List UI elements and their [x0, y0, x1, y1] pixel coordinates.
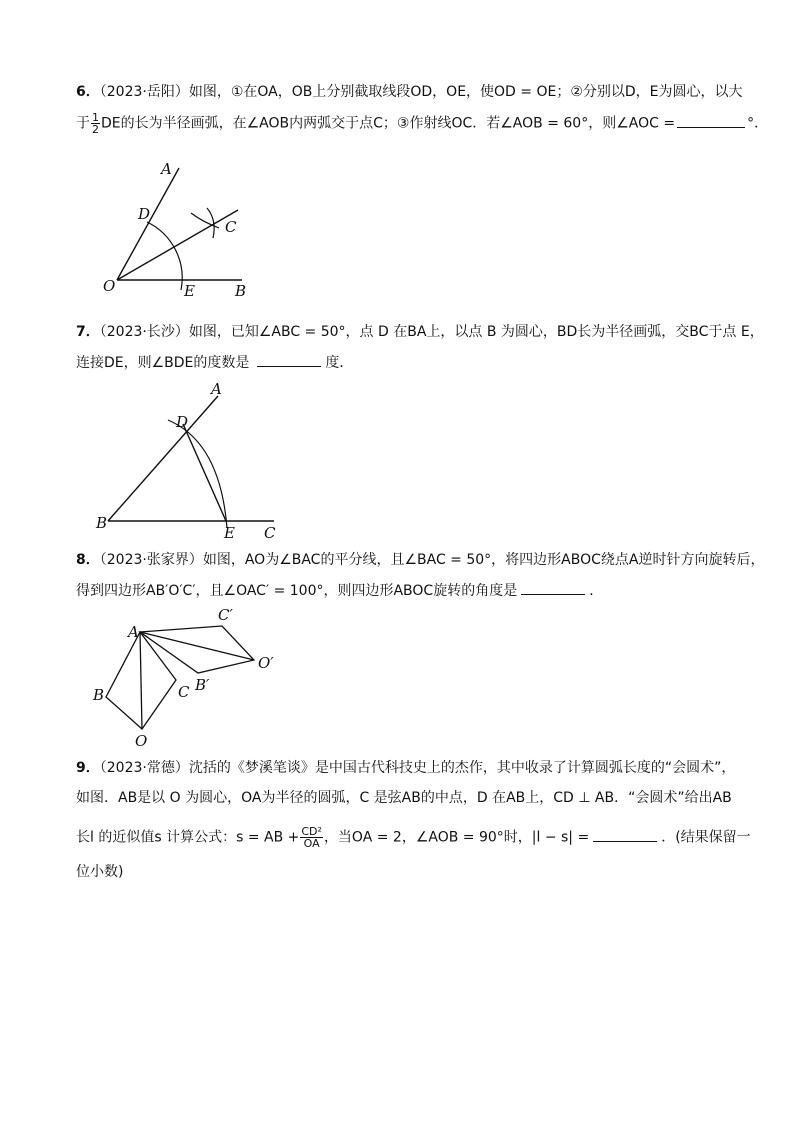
- q8-answer-blank[interactable]: [521, 580, 585, 595]
- q8-figure: [88, 605, 288, 750]
- q6-ray-oc: [117, 210, 238, 280]
- q6-line2: [76, 112, 768, 135]
- q6-label-o: O: [103, 277, 116, 295]
- q6-label-c: C: [225, 218, 237, 236]
- q9-line2: [76, 788, 732, 808]
- q7-line2: [76, 352, 353, 373]
- q9-number: 9: [76, 760, 86, 776]
- q7-answer-blank[interactable]: [257, 352, 321, 367]
- q6-arc-from-d: [191, 213, 219, 228]
- q6-label-d: D: [138, 205, 151, 223]
- q7-text-2b: 度．: [325, 355, 354, 371]
- q8-label-o2: O′: [258, 654, 274, 672]
- q9-text-3b: ，当OA = 2，∠AOB = 90°时，|l − s| =: [323, 829, 590, 846]
- q7-text-2a: 连接DE，则∠BDE的度数是: [76, 355, 250, 371]
- q9-text-1: 沈括的《梦溪笔谈》是中国古代科技史上的杰作，其中收录了计算圆弧长度的“会圆术”，: [188, 760, 736, 776]
- q9-line4: [76, 862, 123, 882]
- q7-number: 7: [76, 324, 86, 340]
- q9-line1: 9．（2023·常德）沈括的《梦溪笔谈》是中国古代科技史上的杰作，其中收录了计算圆弧长度的“会圆术”，: [76, 760, 736, 776]
- q7-label-e: E: [224, 524, 235, 542]
- q8-text-2a: 得到四边形AB′O′C′，且∠OAC′ = 100°，则四边形ABOC旋转的角度是: [76, 583, 518, 599]
- q6-number: 6: [76, 84, 86, 100]
- q8-label-b: B: [93, 686, 105, 704]
- q6-text-2b: DE的长为半径画弧，在∠AOB内两弧交于点C；③作射线OC．若∠AOB = 60°，则∠AOC =: [101, 115, 676, 132]
- q7-label-d: D: [176, 413, 189, 431]
- q7-ray-ba: [108, 396, 218, 521]
- q8-number: 8: [76, 552, 86, 568]
- q8-text-2b: ．: [589, 583, 604, 599]
- q7-figure: [94, 380, 294, 545]
- q6-text-2a: 于: [76, 115, 90, 132]
- q7-text-1: 如图，已知∠ABC = 50°，点 D 在BA上，以点 B 为圆心，BD长为半径画弧，交BC于点 E，: [188, 324, 764, 340]
- q7-label-a: A: [211, 380, 222, 398]
- q6-frac-top: 1: [92, 111, 99, 124]
- q8-label-o: O: [135, 732, 148, 750]
- q9-frac-bottom: OA: [303, 837, 320, 850]
- q6-source: （2023·岳阳）: [99, 84, 189, 100]
- q8-line1: 8．（2023·张家界）如图，AO为∠BAC的平分线，且∠BAC = 50°，将四边形ABOC绕点A逆时针方向旋转后，: [76, 552, 765, 568]
- q7-line1: 7．（2023·长沙）如图，已知∠ABC = 50°，点 D 在BA上，以点 B 为圆心，BD长为半径画弧，交BC于点 E，: [76, 324, 764, 340]
- q6-label-b: B: [235, 282, 247, 300]
- q7-segment-de: [183, 424, 226, 521]
- q8-label-c: C: [178, 683, 190, 701]
- q8-segment-ao: [140, 632, 142, 729]
- q7-label-b: B: [96, 514, 108, 532]
- q6-label-e: E: [184, 282, 195, 300]
- q9-line3: [76, 826, 751, 849]
- q7-arc-de: [168, 420, 227, 528]
- q9-fraction: [300, 826, 323, 849]
- q9-text-4: 位小数): [76, 864, 124, 880]
- q8-quad-ab2o2c2: [140, 626, 254, 673]
- q8-label-a: A: [128, 623, 139, 641]
- q6-frac-bottom: 2: [92, 123, 99, 136]
- q8-label-b2: B′: [195, 676, 210, 694]
- q6-figure: [95, 158, 265, 303]
- q6-text-1: 如图，①在OA，OB上分别截取线段OD，OE，使OD = OE；②分别以D，E为圆心，以大: [188, 84, 743, 100]
- q8-label-c2: C′: [218, 606, 233, 624]
- q8-line2: [76, 580, 603, 601]
- q9-text-3a: 长l 的近似值s 计算公式：s = AB +: [76, 829, 300, 846]
- q6-line1: 6．（2023·岳阳）如图，①在OA，OB上分别截取线段OD，OE，使OD = OE；②分别以D，E为圆心，以大: [76, 84, 743, 100]
- q9-answer-blank[interactable]: [593, 827, 657, 842]
- q6-text-2c: °．: [747, 115, 769, 132]
- q8-text-1: 如图，AO为∠BAC的平分线，且∠BAC = 50°，将四边形ABOC绕点A逆时针方向旋转后，: [202, 552, 765, 568]
- q9-frac-top: CD²: [301, 825, 322, 838]
- q6-ray-oa: [117, 168, 179, 280]
- q9-text-3c: ．(结果保留一: [661, 829, 751, 846]
- q7-source: （2023·长沙）: [99, 324, 189, 340]
- q7-label-c: C: [264, 524, 276, 542]
- q9-text-2: 如图．AB是以 O 为圆心，OA为半径的圆弧，C 是弦AB的中点，D 在AB上，CD ⊥ AB．“会圆术”给出AB: [76, 790, 732, 806]
- q6-fraction: [91, 112, 100, 135]
- q6-label-a: A: [161, 160, 172, 178]
- q8-source: （2023·张家界）: [99, 552, 203, 568]
- q6-answer-blank[interactable]: [677, 113, 745, 128]
- q9-source: （2023·常德）: [99, 760, 189, 776]
